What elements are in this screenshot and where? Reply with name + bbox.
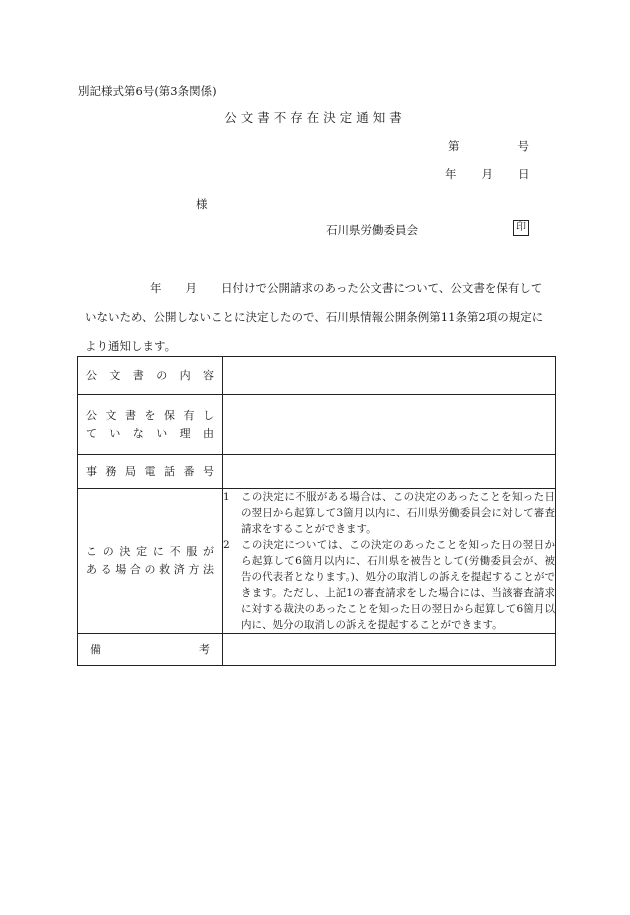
value-office-phone[interactable] xyxy=(223,455,556,489)
decision-table xyxy=(77,356,556,666)
label-office-phone: 事務局電話番号 xyxy=(78,455,223,489)
addressee-suffix: 様 xyxy=(196,197,208,211)
number-prefix: 第 xyxy=(448,139,460,153)
remedy-item-2: 2 この決定については、この決定のあったことを知った日の翌日から起算して6箇月以内に、石川県を被告として(労働委員会が、被告の代表者となります。)、処分の取消しの訴えを提起することができます。ただし、上記1の審査請求をした場合には、当該審査請求に対する裁決のあったことを知った日の翌日から起算して6箇月以内に、処分の取消しの訴えを提起することができます。 xyxy=(223,539,555,631)
table-row xyxy=(78,634,556,666)
date-line xyxy=(445,166,530,182)
issuer-name: 石川県労働委員会 xyxy=(326,223,418,237)
label-remarks: 備考 xyxy=(78,634,223,666)
value-reason-not-held[interactable] xyxy=(223,395,556,455)
form-label: 別記様式第6号(第3条関係) xyxy=(78,84,217,98)
document-number-line xyxy=(448,138,529,154)
label-reason-not-held: 公文書を保有し ていない理由 xyxy=(78,395,223,455)
number-suffix: 号 xyxy=(517,139,529,153)
table-row xyxy=(78,455,556,489)
date-year: 年 xyxy=(445,167,457,181)
value-remarks[interactable] xyxy=(223,634,556,666)
document-title: 公文書不存在決定通知書 xyxy=(224,110,406,125)
body-line-1-text: 日付けで公開請求のあった公文書について、公文書を保有して xyxy=(221,281,543,295)
body-month: 月 xyxy=(185,281,197,295)
remedy-item-1: 1 この決定に不服がある場合は、この決定のあったことを知った日の翌日から起算して3箇月以内に、石川県労働委員会に対して審査請求をすることができます。 xyxy=(223,491,555,535)
notice-body xyxy=(80,274,560,361)
table-row xyxy=(78,489,556,634)
date-day: 日 xyxy=(518,167,530,181)
body-line-3: より通知します。 xyxy=(85,339,177,353)
body-line-1 xyxy=(80,274,560,303)
date-month: 月 xyxy=(481,167,493,181)
table-row xyxy=(78,395,556,455)
body-year: 年 xyxy=(150,281,162,295)
value-remedy xyxy=(223,489,556,634)
label-document-content: 公文書の内容 xyxy=(78,357,223,395)
body-line-2: いないため、公開しないことに決定したので、石川県情報公開条例第11条第2項の規定に xyxy=(85,310,544,324)
table-row xyxy=(78,357,556,395)
label-remedy: この決定に不服が ある場合の救済方法 xyxy=(78,489,223,634)
seal-mark: 印 xyxy=(513,220,529,236)
value-document-content[interactable] xyxy=(223,357,556,395)
